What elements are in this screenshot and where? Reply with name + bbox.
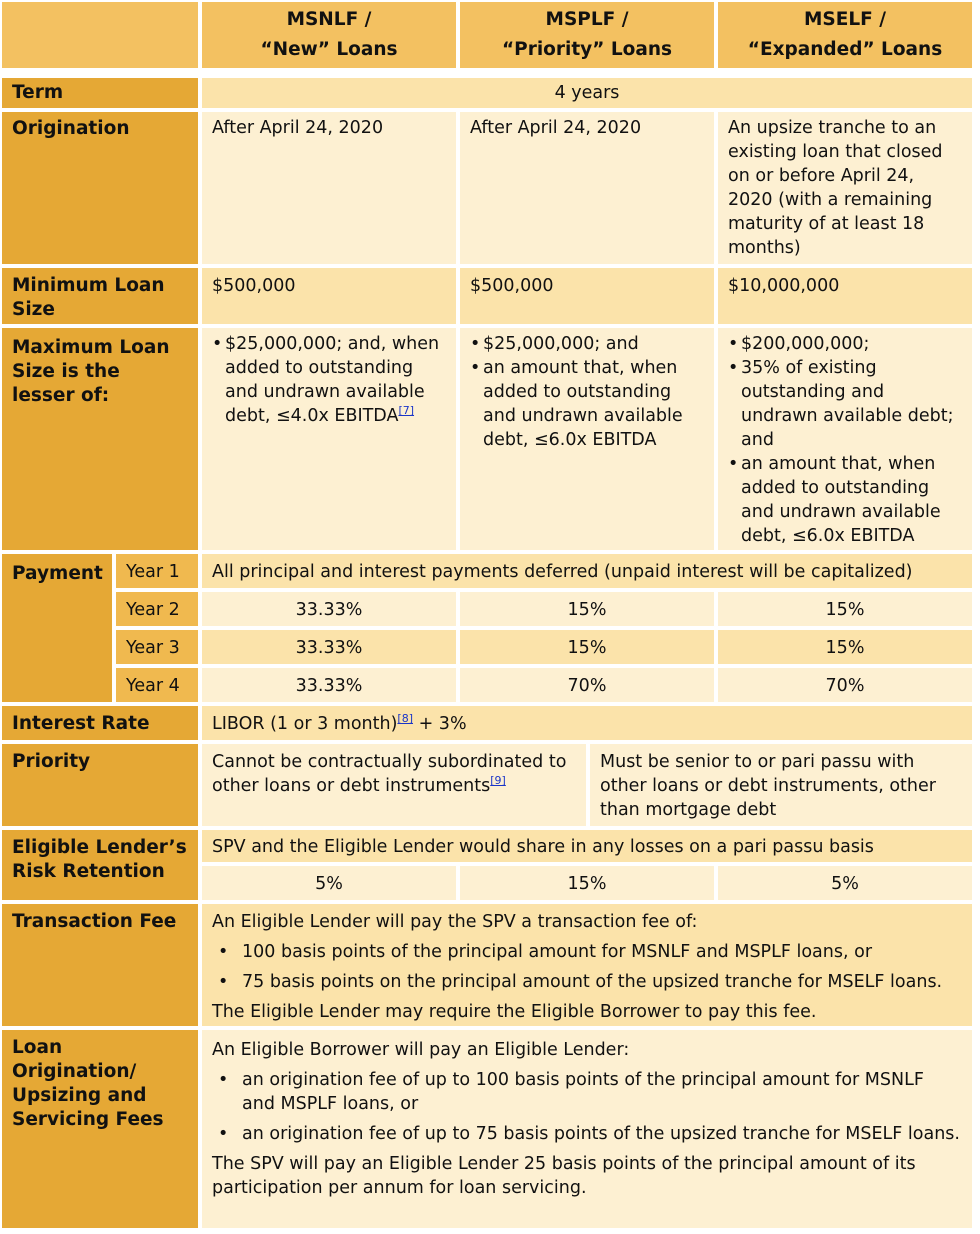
header-msplf-line1: MSPLF / — [545, 9, 629, 30]
payment-year2-msnlf: 33.33% — [202, 592, 456, 626]
payment-year2-label: Year 2 — [116, 592, 198, 626]
txn-fee-bullet: • 100 basis points of the principal amount for MSNLF and MSPLF loans, or — [212, 940, 962, 964]
payment-label: Payment — [2, 554, 112, 702]
max-loan-mself-item: • an amount that, when added to outstanding and undrawn available debt, ≤6.0x EBITDA — [728, 452, 962, 548]
txn-fee-body — [202, 904, 972, 1026]
max-loan-mself-item: • 35% of existing outstanding and undrawn available debt; and — [728, 356, 962, 452]
risk-label: Eligible Lender’s Risk Retention — [2, 830, 198, 900]
priority-label: Priority — [2, 744, 198, 826]
origination-msplf: After April 24, 2020 — [460, 112, 714, 264]
orig-fee-intro: An Eligible Borrower will pay an Eligible Lender: — [212, 1040, 630, 1060]
orig-fee-bullet: • an origination fee of up to 100 basis points of the principal amount for MSNLF and MSPLF loans, or — [212, 1068, 962, 1116]
footnote-7-link[interactable]: [7] — [398, 404, 415, 418]
payment-year2-mself: 15% — [718, 592, 972, 626]
risk-all: SPV and the Eligible Lender would share in any losses on a pari passu basis — [202, 830, 972, 862]
risk-msplf: 15% — [460, 866, 714, 900]
payment-year3-label: Year 3 — [116, 630, 198, 664]
term-value: 4 years — [202, 78, 972, 108]
min-loan-msnlf: $500,000 — [202, 268, 456, 324]
risk-msnlf: 5% — [202, 866, 456, 900]
max-loan-msplf-item: • $25,000,000; and — [470, 332, 704, 356]
priority-msplf-mself: Must be senior to or pari passu with other loans or debt instruments, other than mortgage debt — [590, 744, 972, 826]
orig-fee-label: Loan Origination/ Upsizing and Servicing Fees — [2, 1030, 198, 1228]
payment-year4-msplf: 70% — [460, 668, 714, 702]
max-loan-msplf-item: • an amount that, when added to outstanding and undrawn available debt, ≤6.0x EBITDA — [470, 356, 704, 452]
footnote-9-link[interactable]: [9] — [490, 774, 506, 788]
orig-fee-bullet: • an origination fee of up to 75 basis points of the upsized tranche for MSELF loans. — [212, 1122, 962, 1146]
payment-year3-msplf: 15% — [460, 630, 714, 664]
orig-fee-body — [202, 1030, 972, 1228]
max-loan-label: Maximum Loan Size is the lesser of: — [2, 328, 198, 550]
payment-year2-msplf: 15% — [460, 592, 714, 626]
payment-year4-label: Year 4 — [116, 668, 198, 702]
footnote-8-link[interactable]: [8] — [397, 712, 414, 726]
payment-year4-msnlf: 33.33% — [202, 668, 456, 702]
max-loan-msplf — [460, 328, 714, 550]
origination-msnlf: After April 24, 2020 — [202, 112, 456, 264]
term-label: Term — [2, 78, 198, 108]
min-loan-label: Minimum Loan Size — [2, 268, 198, 324]
max-loan-msnlf-item: • $25,000,000; and, when added to outstanding and undrawn available debt, ≤4.0x EBITDA[7] — [212, 332, 446, 428]
priority-msnlf: Cannot be contractually subordinated to other loans or debt instruments[9] — [202, 744, 586, 826]
txn-fee-bullet: • 75 basis points on the principal amount of the upsized tranche for MSELF loans. — [212, 970, 962, 994]
origination-mself: An upsize tranche to an existing loan that closed on or before April 24, 2020 (with a remaining maturity of at least 18 months) — [718, 112, 972, 264]
max-loan-msnlf — [202, 328, 456, 550]
header-msnlf-line1: MSNLF / — [286, 9, 372, 30]
txn-fee-intro: An Eligible Lender will pay the SPV a transaction fee of: — [212, 912, 698, 932]
header-mself-line2: “Expanded” Loans — [747, 39, 943, 60]
payment-year1-all: All principal and interest payments deferred (unpaid interest will be capitalized) — [202, 554, 972, 588]
risk-mself: 5% — [718, 866, 972, 900]
min-loan-msplf: $500,000 — [460, 268, 714, 324]
min-loan-mself: $10,000,000 — [718, 268, 972, 324]
orig-fee-outro: The SPV will pay an Eligible Lender 25 basis points of the principal amount of its participation per annum for loan servicing. — [212, 1154, 916, 1198]
origination-label: Origination — [2, 112, 198, 264]
payment-year3-msnlf: 33.33% — [202, 630, 456, 664]
header-msnlf-line2: “New” Loans — [260, 39, 398, 60]
header-msplf — [460, 2, 714, 68]
header-blank — [2, 2, 198, 68]
header-msplf-line2: “Priority” Loans — [501, 39, 673, 60]
header-mself — [718, 2, 972, 68]
interest-label: Interest Rate — [2, 706, 198, 740]
txn-fee-outro: The Eligible Lender may require the Eligible Borrower to pay this fee. — [212, 1002, 817, 1022]
interest-value: LIBOR (1 or 3 month)[8] + 3% — [202, 706, 972, 740]
payment-year3-mself: 15% — [718, 630, 972, 664]
payment-year1-label: Year 1 — [116, 554, 198, 588]
max-loan-mself — [718, 328, 972, 550]
txn-fee-label: Transaction Fee — [2, 904, 198, 1026]
payment-year4-mself: 70% — [718, 668, 972, 702]
max-loan-mself-item: • $200,000,000; — [728, 332, 962, 356]
header-mself-line1: MSELF / — [804, 9, 886, 30]
header-msnlf — [202, 2, 456, 68]
